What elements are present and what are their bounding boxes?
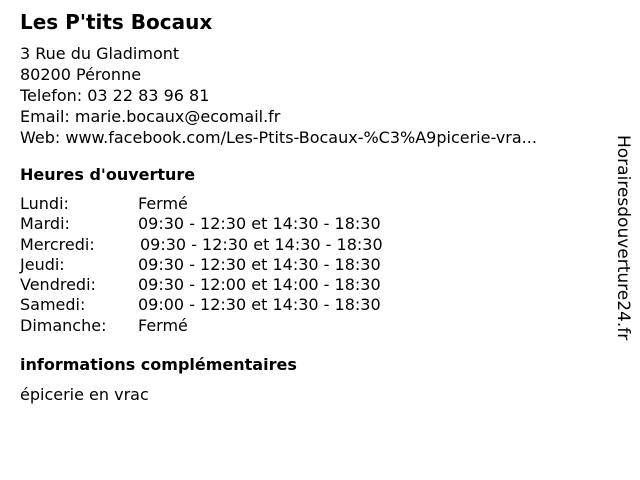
- day-label: Dimanche:: [20, 315, 107, 335]
- hours-row-thursday: [20, 254, 381, 275]
- hours-heading: Heures d'ouverture: [20, 165, 196, 184]
- info-text: épicerie en vrac: [20, 385, 149, 404]
- day-hours: Fermé: [138, 315, 188, 335]
- hours-row-sunday: [20, 315, 188, 336]
- day-hours: 09:30 - 12:30 et 14:30 - 18:30: [138, 214, 381, 234]
- day-label: Jeudi:: [20, 254, 65, 274]
- day-hours: 09:30 - 12:30 et 14:30 - 18:30: [140, 234, 383, 254]
- day-label: Samedi:: [20, 295, 86, 315]
- day-hours: 09:30 - 12:00 et 14:00 - 18:30: [138, 275, 381, 295]
- day-label: Mercredi:: [20, 234, 95, 254]
- day-label: Vendredi:: [20, 275, 96, 295]
- address-street: 3 Rue du Gladimont: [20, 44, 180, 63]
- web-line: Web: www.facebook.com/Les-Ptits-Bocaux-%C3%A9picerie-vra...: [20, 128, 537, 147]
- hours-row-friday: [20, 275, 381, 295]
- info-heading: informations complémentaires: [20, 355, 297, 374]
- site-watermark: Horairesdouverture24.fr: [613, 135, 633, 341]
- day-hours: 09:30 - 12:30 et 14:30 - 18:30: [138, 254, 381, 274]
- day-label: Lundi:: [20, 194, 69, 213]
- day-label: Mardi:: [20, 214, 70, 234]
- day-hours: Fermé: [138, 194, 188, 213]
- day-hours: 09:00 - 12:30 et 14:30 - 18:30: [138, 295, 381, 315]
- business-name: Les P'tits Bocaux: [20, 10, 213, 34]
- hours-row-monday: [20, 194, 188, 214]
- phone-line: Telefon: 03 22 83 96 81: [20, 86, 210, 105]
- hours-row-tuesday: [20, 214, 381, 234]
- hours-row-wednesday: [20, 234, 383, 255]
- hours-row-saturday: [20, 295, 381, 315]
- hours-table: [20, 194, 383, 336]
- address-city: 80200 Péronne: [20, 65, 142, 84]
- contact-block: [20, 43, 600, 148]
- email-line: Email: marie.bocaux@ecomail.fr: [20, 107, 281, 126]
